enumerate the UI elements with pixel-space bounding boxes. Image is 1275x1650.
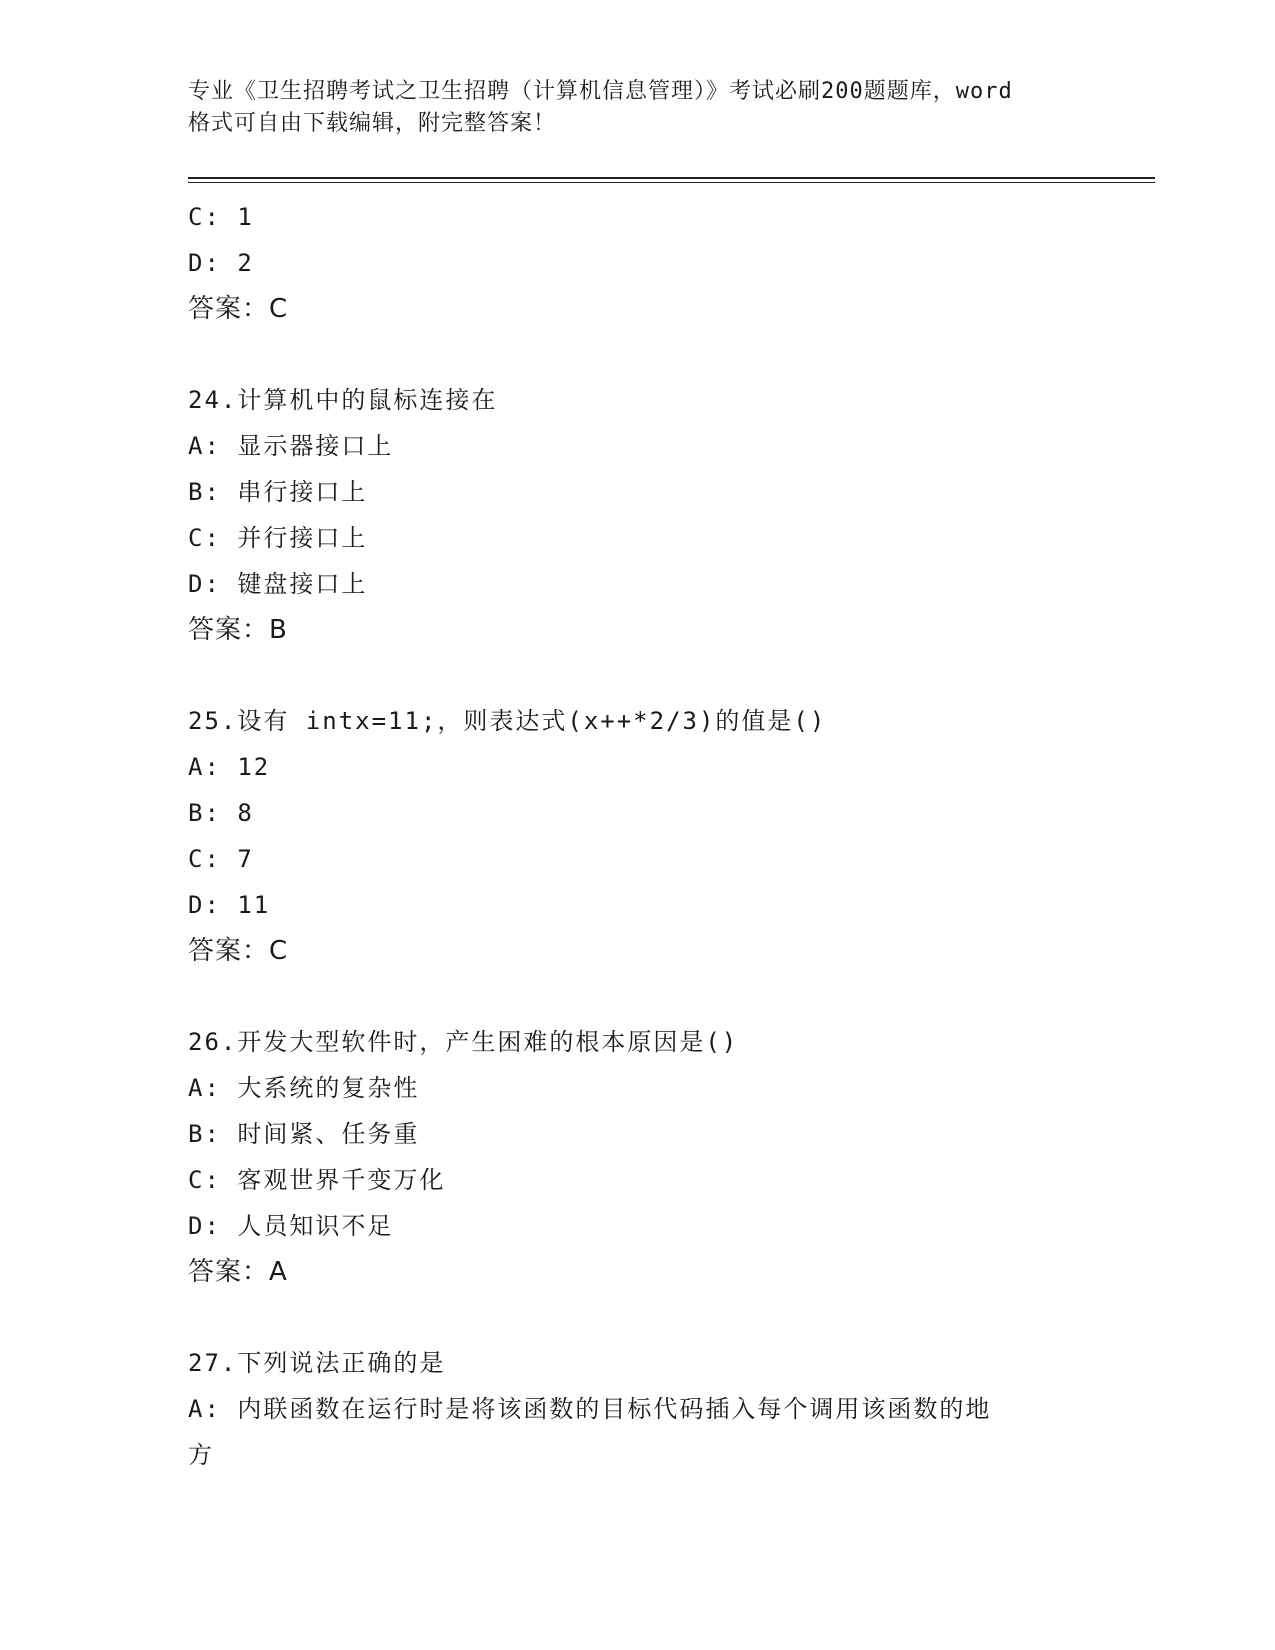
- header-rule-thin: [188, 182, 1155, 183]
- option-a: A: 显示器接口上: [188, 432, 394, 460]
- header-line-2: 格式可自由下载编辑，附完整答案！: [188, 111, 557, 136]
- option-c: C: 并行接口上: [188, 524, 368, 552]
- option-b: B: 时间紧、任务重: [188, 1120, 420, 1148]
- question-stem: 26.开发大型软件时，产生困难的根本原因是(): [188, 1028, 739, 1056]
- document-header: [188, 76, 1088, 140]
- option-d: D: 键盘接口上: [188, 570, 368, 598]
- option-d: D: 2: [188, 249, 254, 277]
- option-d: D: 人员知识不足: [188, 1212, 394, 1240]
- header-line-1: 专业《卫生招聘考试之卫生招聘（计算机信息管理）》考试必刷200题题库，word: [188, 79, 1013, 104]
- option-a: A: 大系统的复杂性: [188, 1074, 420, 1102]
- option-a: A: 12: [188, 753, 271, 781]
- answer-line: 答案：A: [188, 1257, 288, 1287]
- option-a: A: 内联函数在运行时是将该函数的目标代码插入每个调用该函数的地: [188, 1395, 992, 1423]
- answer-line: 答案：B: [188, 615, 288, 645]
- option-d: D: 11: [188, 891, 271, 919]
- question-26: [188, 1019, 1088, 1295]
- question-list: [188, 194, 1088, 1478]
- option-a-continuation: 方: [188, 1441, 214, 1469]
- option-b: B: 8: [188, 799, 254, 827]
- option-b: B: 串行接口上: [188, 478, 368, 506]
- question-stem: 25.设有 intx=11;，则表达式(x++*2/3)的值是(): [188, 707, 827, 735]
- answer-line: 答案：C: [188, 936, 289, 966]
- question-27: [188, 1340, 1088, 1478]
- option-c: C: 客观世界千变万化: [188, 1166, 446, 1194]
- question-25: [188, 698, 1088, 974]
- question-stem: 27.下列说法正确的是: [188, 1349, 446, 1377]
- answer-line: 答案：C: [188, 294, 289, 324]
- option-c: C: 1: [188, 203, 254, 231]
- header-rule-thick: [188, 177, 1155, 179]
- question-stem: 24.计算机中的鼠标连接在: [188, 386, 498, 414]
- question-24: [188, 377, 1088, 653]
- option-c: C: 7: [188, 845, 254, 873]
